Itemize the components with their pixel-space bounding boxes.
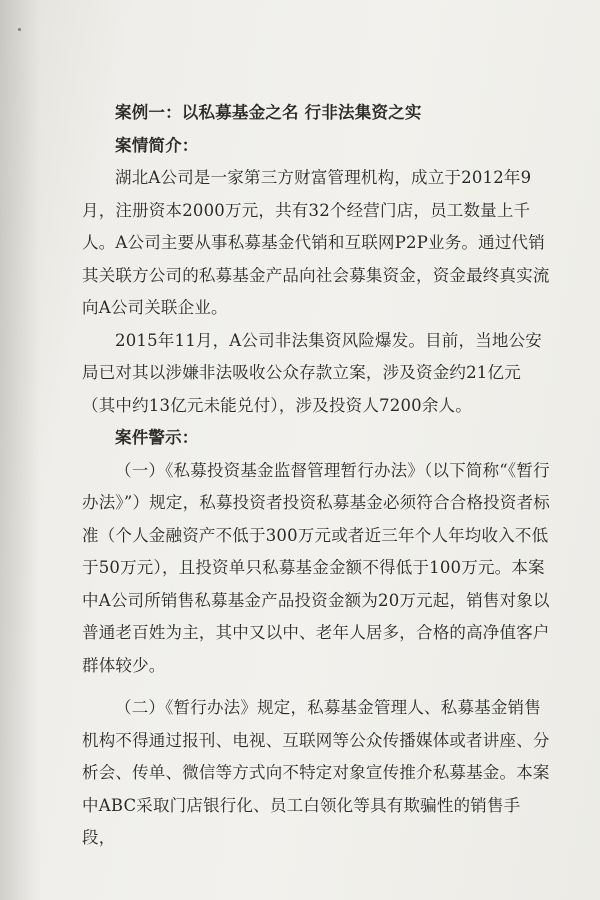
- case-summary-paragraph-2: 2015年11月，A公司非法集资风险爆发。目前，当地公安局已对其以涉嫌非法吸收公众存款立案，涉及资金约21亿元（其中约13亿元未能兑付），涉及投资人7200余人。: [82, 330, 543, 415]
- paragraph-gap: [82, 682, 552, 692]
- case-summary-heading: 案情简介：: [115, 135, 199, 155]
- case-summary-paragraph-1: 湖北A公司是一家第三方财富管理机构，成立于2012年9月，注册资本2000万元，共有32个经营门店，员工数量上千人。A公司主要从事私募基金代销和互联网P2P业务。通过代销其关联方公司的私募基金产品向社会募集资金，资金最终真实流向A公司关联企业。: [82, 168, 550, 317]
- case-title: 案例一：以私募基金之名 行非法集资之实: [115, 103, 422, 122]
- document-body: [82, 97, 552, 855]
- paper-speck: [18, 28, 21, 31]
- case-warning-heading: 案件警示：: [115, 428, 199, 447]
- warning-paragraph-2: （二）《暂行办法》规定，私募基金管理人、私募基金销售机构不得通过报刊、电视、互联网等公众传播媒体或者讲座、分析会、传单、微信等方式向不特定对象宣传推介私募基金。本案中ABC采取门店银行化、员工白领化等具有欺骗性的销售手段，: [82, 698, 550, 847]
- warning-paragraph-1: （一）《私募投资基金监督管理暂行办法》（以下简称“《暂行办法》”）规定，私募投资者投资私募基金必须符合合格投资者标准（个人金融资产不低于300万元或者近三年个人年均收入不低于50万元），且投资单只私募基金金额不得低于100万元。本案中A公司所销售私募基金产品投资金额为20万元起，销售对象以普通老百姓为主，其中又以中、老年人居多，合格的高净值客户群体较少。: [82, 460, 550, 675]
